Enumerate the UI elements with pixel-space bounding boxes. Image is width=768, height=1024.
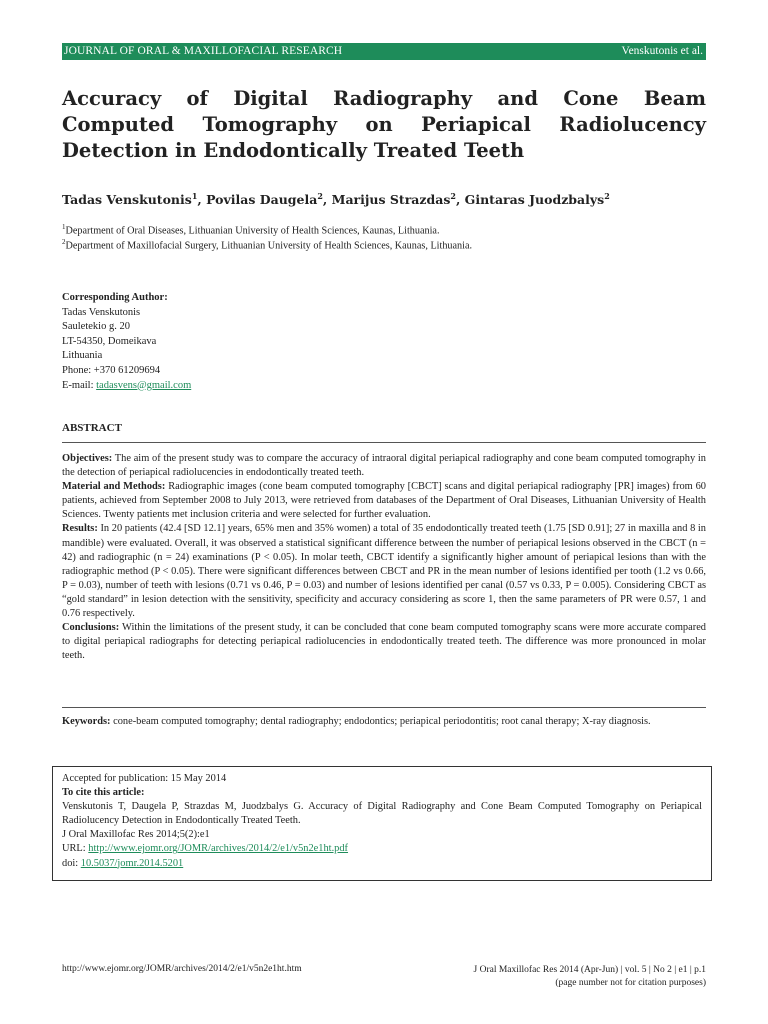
corresponding-author-block [62,291,462,393]
cite-doi-line [62,857,702,871]
abstract-objectives [62,452,706,480]
footer-citation [474,964,706,990]
corresponding-line: Phone: +370 61209694 [62,364,161,376]
email-line [62,379,462,394]
cite-url-line [62,842,702,856]
section-label: Conclusions: [62,622,120,634]
cite-heading: To cite this article: [62,787,145,799]
abstract-results [62,522,706,621]
author-name: Gintaras Juodzbalys [464,192,605,208]
cite-reference: Venskutonis T, Daugela P, Strazdas M, Juodzbalys G. Accuracy of Digital Radiography and Cone Beam Computed Tomography on Periapical Radiolucency Detection in Endodontically Treated Teeth. [62,801,702,827]
abstract-bottom-rule [62,707,706,708]
journal-name: JOURNAL OF ORAL & MAXILLOFACIAL RESEARCH [64,45,343,57]
author-affil-sup: 1 [191,191,198,201]
doi-label: doi: [62,857,81,869]
author-name: Marijus Strazdas [331,192,451,208]
author-separator: , [322,192,332,208]
url-label: URL: [62,843,89,855]
keywords-label: Keywords: [62,716,111,727]
corresponding-line: Tadas Venskutonis [62,306,141,318]
abstract-heading: ABSTRACT [62,422,122,434]
article-url-link[interactable]: http://www.ejomr.org/JOMR/archives/2014/2/e1/v5n2e1ht.pdf [88,843,349,855]
journal-header-bar [62,43,706,60]
abstract-conclusions [62,621,706,663]
section-text: Within the limitations of the present study, it can be concluded that cone beam computed tomography scans were more accurate compared to digital periapical radiographs for detecting periapical radiolucencies in endodontically treated teeth. The difference was more pronounced in molar teeth. [62,622,706,662]
author-name: Tadas Venskutonis [62,192,192,208]
section-label: Objectives: [62,453,113,464]
author-affil-sup: 2 [604,191,610,201]
author-separator: , [455,192,465,208]
abstract-methods [62,480,706,522]
abstract-body [62,452,706,663]
section-label: Material and Methods: [62,481,166,493]
affiliation-2 [62,235,706,253]
email-label: E-mail: [62,379,97,391]
cite-journal-ref: J Oral Maxillofac Res 2014;5(2):e1 [62,829,210,841]
abstract-top-rule [62,442,706,443]
article-title: Accuracy of Digital Radiography and Cone Beam Computed Tomography on Periapical Radiolucency Detection in Endodontically Treated Teeth [62,87,706,162]
section-label: Results: [62,523,98,535]
author-affil-sup: 2 [317,191,323,201]
accepted-date: Accepted for publication: 15 May 2014 [62,773,227,784]
corresponding-heading: Corresponding Author: [62,292,168,303]
corresponding-line: LT-54350, Domeikava [62,335,157,347]
corresponding-line: Lithuania [62,350,103,362]
author-name: Povilas Daugela [206,192,318,208]
affiliation-text: Department of Oral Diseases, Lithuanian University of Health Sciences, Kaunas, Lithuania. [65,225,440,237]
affiliation-text: Department of Maxillofacial Surgery, Lithuanian University of Health Sciences, Kaunas, Lithuania. [65,240,473,252]
footer-url: http://www.ejomr.org/JOMR/archives/2014/2/e1/v5n2e1ht.htm [62,964,302,974]
keywords-text: cone-beam computed tomography; dental radiography; endodontics; periapical periodontitis; root canal therapy; X-ray diagnosis. [110,716,651,727]
author-separator: , [197,192,207,208]
author-list [62,188,706,208]
affiliation-sup: 2 [62,238,66,246]
section-text: In 20 patients (42.4 [SD 12.1] years, 65% men and 35% women) a total of 35 endodontically treated teeth (1.75 [SD 0.91]; 27 in maxilla and 8 in mandible) were evaluated. Overall, it was observed a statistical significant difference between the number of periapical lesions observed in the CBCT (n = 42) and radiographic (n = 24) examinations (P < 0.05). In molar teeth, CBCT identify a significantly higher amount of periapical lesions than with the radiographic method (P < 0.05). There were significant differences between CBCT and PR in the mean number of lesions identified per tooth (1.2 vs 0.66, P = 0.03), number of teeth with lesions (0.71 vs 0.46, P = 0.03) and number of lesions identified per canal (0.57 vs 0.33, P = 0.005). Considering CBCT as “gold standard” in lesion detection with the sensitivity, specificity and accuracy considering as score 1, then the same parameters of PR were 0.57, 1 and 0.76 respectively. [62,523,706,620]
doi-link[interactable]: 10.5037/jomr.2014.5201 [80,857,184,869]
email-link[interactable]: tadasvens@gmail.com [96,379,192,391]
section-text: Radiographic images (cone beam computed tomography [CBCT] scans and digital periapical radiography [PR] images) from 60 patients, achieved from September 2008 to July 2013, were retrieved from databases of the Department of Oral Diseases, Lithuanian University of Health Sciences. Twenty patients met inclusion criteria and were selected for further evaluation. [62,481,706,521]
section-text: The aim of the present study was to compare the accuracy of intraoral digital periapical radiography and cone beam computed tomography in the detection of periapical radiolucencies in endodontically treated teeth. [62,453,706,479]
footer-journal-info: J Oral Maxillofac Res 2014 (Apr-Jun) | vol. 5 | No 2 | e1 | p.1 [473,965,706,975]
affiliation-sup: 1 [62,223,66,231]
footer-page-note: (page number not for citation purposes) [555,978,706,988]
author-affil-sup: 2 [450,191,456,201]
running-author: Venskutonis et al. [621,45,703,57]
citation-box [52,766,712,881]
corresponding-line: Sauletekio g. 20 [62,321,130,333]
keywords [62,715,706,729]
